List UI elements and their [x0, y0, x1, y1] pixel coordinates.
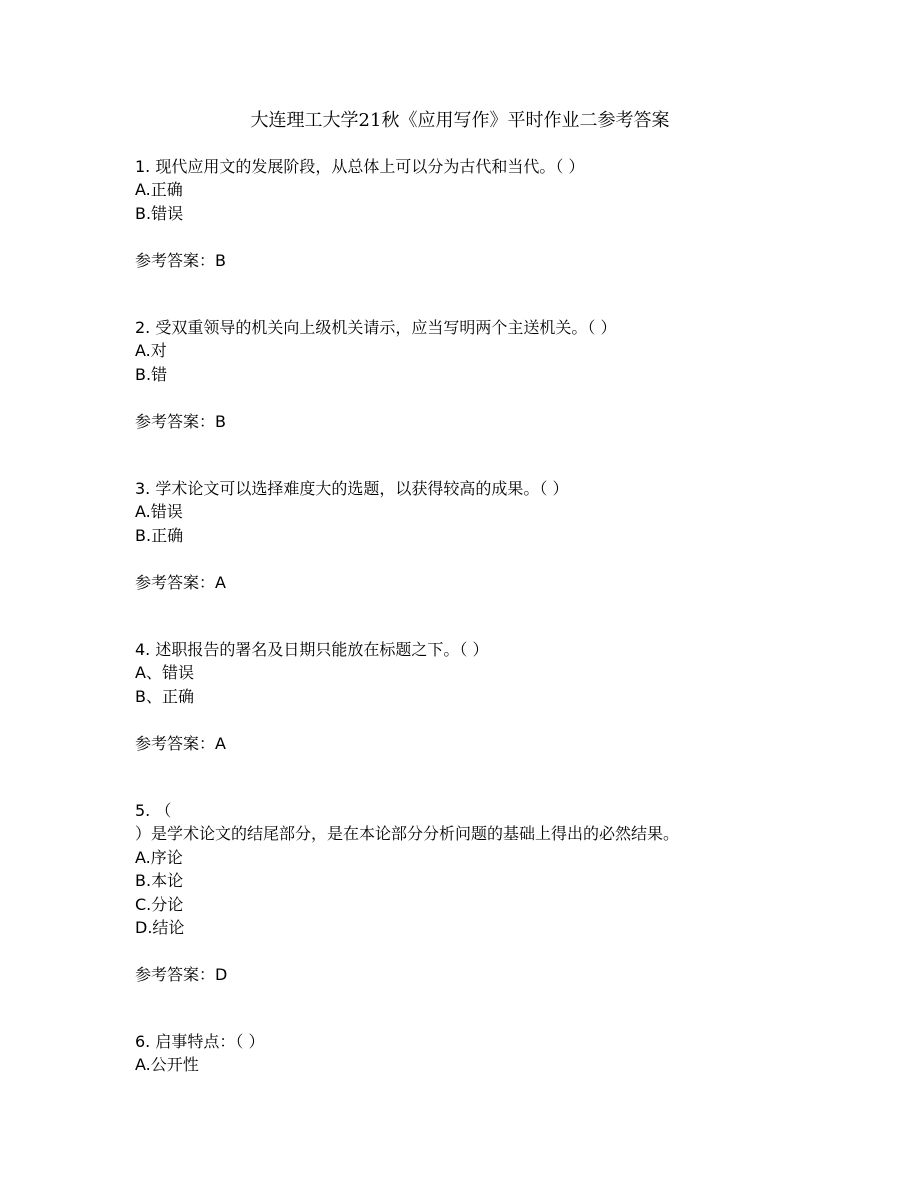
- question-5: [135, 799, 895, 987]
- question-stem: 2. 受双重领导的机关向上级机关请示，应当写明两个主送机关。（ ）: [135, 318, 617, 337]
- option-c: C.分论: [135, 894, 184, 914]
- option-d: D.结论: [135, 917, 185, 937]
- question-stem: 1. 现代应用文的发展阶段，从总体上可以分为古代和当代。（ ）: [135, 157, 585, 176]
- question-3: [135, 477, 895, 595]
- answer-line: 参考答案：B: [135, 251, 226, 271]
- option-b: B.错误: [135, 203, 184, 223]
- question-stem: 3. 学术论文可以选择难度大的选题，以获得较高的成果。（ ）: [135, 479, 569, 498]
- answer-line: 参考答案：A: [135, 573, 226, 593]
- answer-line: 参考答案：A: [135, 734, 226, 754]
- question-6: [135, 1030, 895, 1077]
- question-stem: 6. 启事特点：（ ）: [135, 1032, 265, 1051]
- question-stem: 5. （: [135, 801, 172, 820]
- question-stem-continued: ）是学术论文的结尾部分，是在本论部分分析问题的基础上得出的必然结果。: [135, 824, 680, 844]
- page-title: 大连理工大学21秋《应用写作》平时作业二参考答案: [250, 110, 670, 131]
- question-stem: 4. 述职报告的署名及日期只能放在标题之下。（ ）: [135, 640, 489, 659]
- option-a: A.公开性: [135, 1055, 199, 1075]
- question-2: [135, 316, 895, 434]
- option-b: B.本论: [135, 871, 184, 891]
- question-4: [135, 638, 895, 756]
- question-1: [135, 155, 895, 273]
- option-a: A.正确: [135, 180, 183, 200]
- answer-line: 参考答案：B: [135, 412, 226, 432]
- option-b: B、正确: [135, 686, 194, 706]
- option-a: A.对: [135, 341, 167, 361]
- option-a: A、错误: [135, 663, 194, 683]
- option-b: B.错: [135, 364, 168, 384]
- option-a: A.错误: [135, 502, 183, 522]
- option-a: A.序论: [135, 847, 183, 867]
- answer-line: 参考答案：D: [135, 965, 228, 985]
- option-b: B.正确: [135, 525, 184, 545]
